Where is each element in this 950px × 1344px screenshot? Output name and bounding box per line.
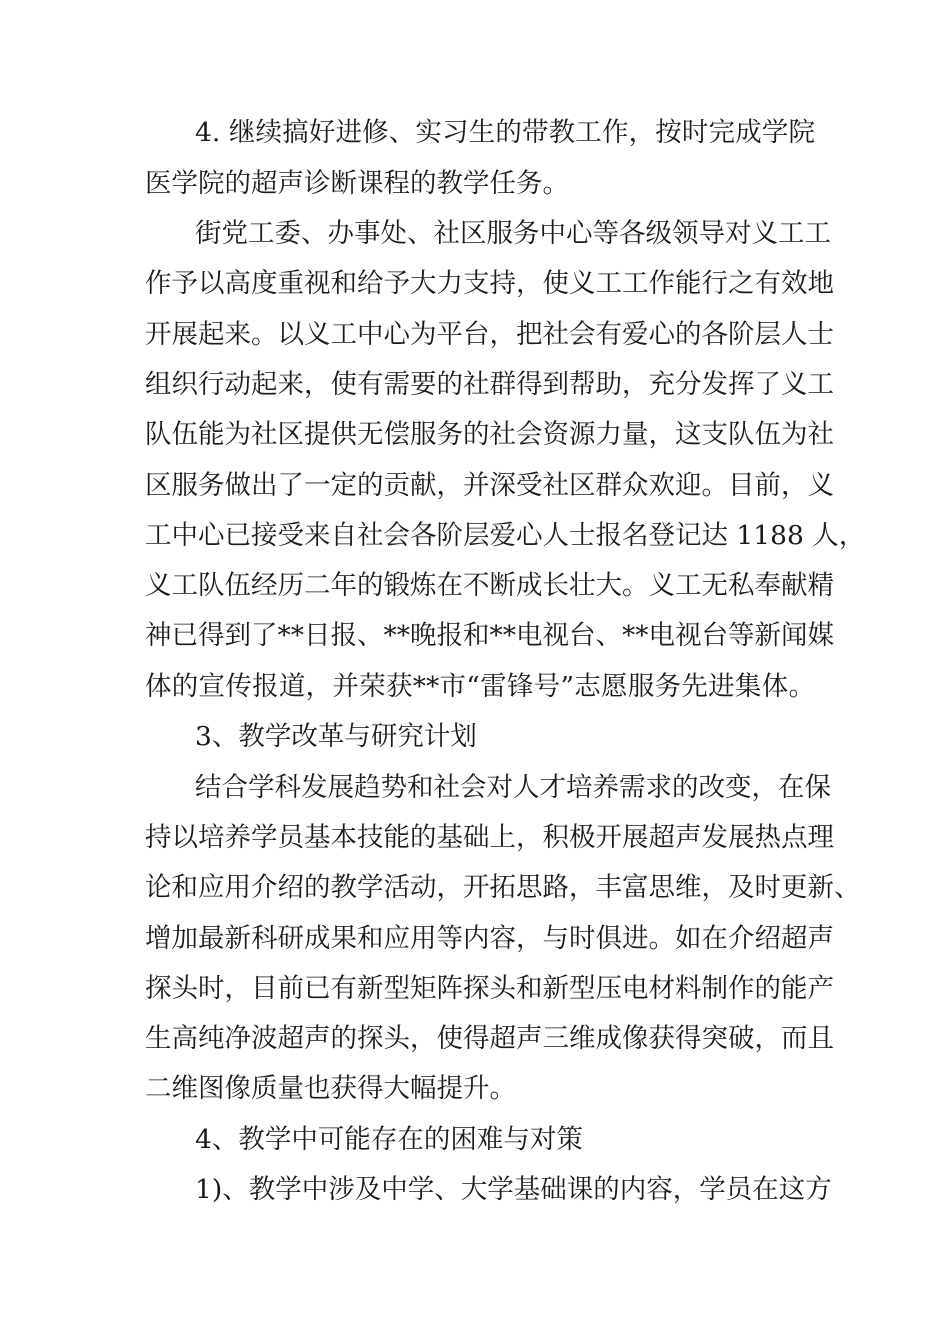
text-line: 义工队伍经历二年的锻炼在不断成长壮大。义工无私奉献精: [145, 570, 834, 601]
section-heading: 4、教学中可能存在的困难与对策: [195, 1124, 583, 1155]
text-line: 二维图像质量也获得大幅提升。: [145, 1073, 516, 1104]
text-line: 论和应用介绍的教学活动，开拓思路，丰富思维，及时更新、: [145, 872, 861, 903]
text-line: 持以培养学员基本技能的基础上，积极开展超声发展热点理: [145, 822, 834, 853]
text-line: 生高纯净波超声的探头，使得超声三维成像获得突破，而且: [145, 1023, 834, 1054]
text-line: 体的宣传报道，并荣获**市“雷锋号”志愿服务先进集体。: [145, 671, 815, 702]
text-line: 1)、教学中涉及中学、大学基础课的内容，学员在这方: [195, 1174, 832, 1205]
text-line: 组织行动起来，使有需要的社群得到帮助，充分发挥了义工: [145, 369, 834, 400]
text-line: 探头时，目前已有新型矩阵探头和新型压电材料制作的能产: [145, 973, 834, 1004]
text-line: 街党工委、办事处、社区服务中心等各级领导对义工工: [195, 218, 831, 249]
text-line: 4. 继续搞好进修、实习生的带教工作，按时完成学院: [195, 117, 815, 148]
text-line: 增加最新科研成果和应用等内容，与时俱进。如在介绍超声: [145, 923, 834, 954]
text-line: 队伍能为社区提供无偿服务的社会资源力量，这支队伍为社: [145, 419, 834, 450]
text-line: 区服务做出了一定的贡献，并深受社区群众欢迎。目前，义: [145, 470, 834, 501]
text-line: 神已得到了**日报、**晚报和**电视台、**电视台等新闻媒: [145, 620, 834, 651]
text-line: 结合学科发展趋势和社会对人才培养需求的改变，在保: [195, 772, 831, 803]
text-line: 医学院的超声诊断课程的教学任务。: [145, 168, 569, 199]
text-line: 工中心已接受来自社会各阶层爱心人士报名登记达 1188 人，: [145, 520, 866, 551]
text-line: 开展起来。以义工中心为平台，把社会有爱心的各阶层人士: [145, 319, 834, 350]
section-heading: 3、教学改革与研究计划: [195, 721, 477, 752]
text-line: 作予以高度重视和给予大力支持，使义工工作能行之有效地: [145, 268, 834, 299]
